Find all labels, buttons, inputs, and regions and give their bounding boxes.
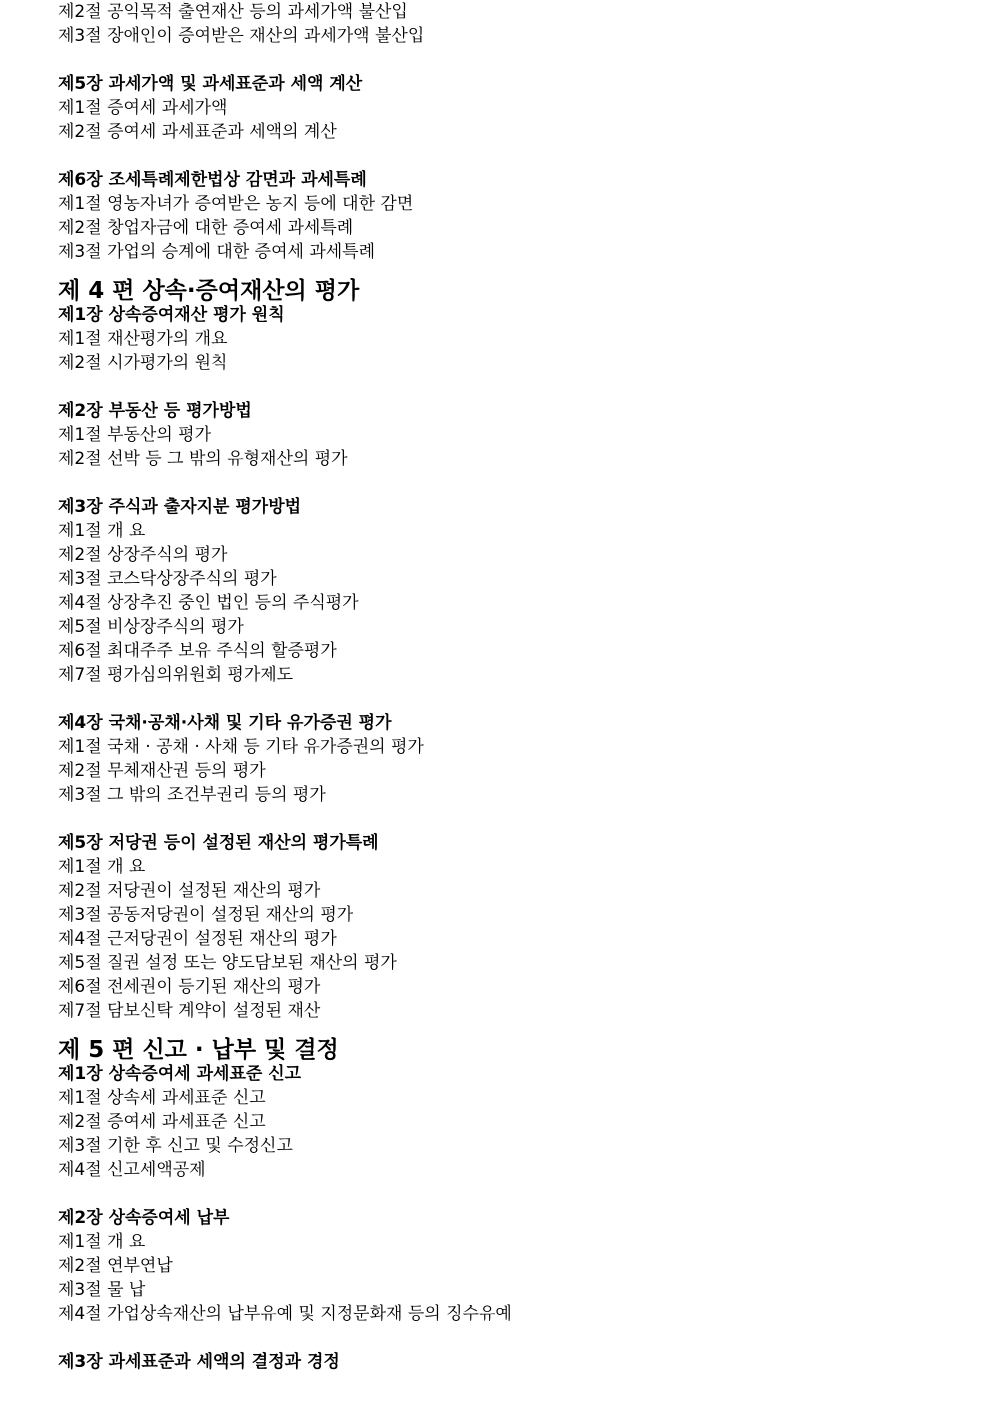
- toc-section-line: 제3절 코스닥상장주식의 평가: [58, 569, 277, 589]
- toc-section-line: 제1절 영농자녀가 증여받은 농지 등에 대한 감면: [58, 194, 414, 214]
- toc-chapter-heading: 제2장 상속증여세 납부: [58, 1208, 230, 1228]
- toc-section-line: 제1절 개 요: [58, 857, 146, 877]
- toc-chapter-heading: 제6장 조세특례제한법상 감면과 과세특례: [58, 170, 367, 190]
- toc-section-line: 제2절 시가평가의 원칙: [58, 353, 228, 373]
- toc-section-line: 제3절 공동저당권이 설정된 재산의 평가: [58, 905, 354, 925]
- toc-part-heading: 제 5 편 신고 · 납부 및 결정: [58, 1037, 339, 1063]
- toc-section-line: 제2절 증여세 과세표준과 세액의 계산: [58, 122, 337, 142]
- toc-section-line: 제2절 공익목적 출연재산 등의 과세가액 불산입: [58, 2, 408, 22]
- toc-chapter-heading: 제2장 부동산 등 평가방법: [58, 401, 252, 421]
- toc-chapter-heading: 제5장 과세가액 및 과세표준과 세액 계산: [58, 74, 363, 94]
- toc-spacer: [58, 807, 958, 831]
- toc-chapter-heading: 제1장 상속증여세 과세표준 신고: [58, 1064, 302, 1084]
- toc-section-line: 제1절 상속세 과세표준 신고: [58, 1088, 266, 1108]
- toc-section-line: 제3절 가업의 승계에 대한 증여세 과세특례: [58, 242, 376, 262]
- toc-section-line: 제2절 연부연납: [58, 1256, 173, 1276]
- toc-section-line: 제7절 담보신탁 계약이 설정된 재산: [58, 1001, 321, 1021]
- toc-chapter-heading: 제3장 주식과 출자지분 평가방법: [58, 497, 302, 517]
- toc-section-line: 제3절 그 밖의 조건부권리 등의 평가: [58, 785, 326, 805]
- toc-section-line: 제1절 부동산의 평가: [58, 425, 211, 445]
- toc-section-line: 제4절 신고세액공제: [58, 1160, 206, 1180]
- toc-section-line: 제1절 증여세 과세가액: [58, 98, 228, 118]
- toc-section-line: 제2절 저당권이 설정된 재산의 평가: [58, 881, 321, 901]
- table-of-contents: [58, 0, 958, 1374]
- toc-section-line: 제5절 비상장주식의 평가: [58, 617, 244, 637]
- toc-chapter-heading: 제4장 국채·공채·사채 및 기타 유가증권 평가: [58, 713, 392, 733]
- toc-section-line: 제2절 증여세 과세표준 신고: [58, 1112, 266, 1132]
- toc-spacer: [58, 471, 958, 495]
- toc-spacer: [58, 1326, 958, 1350]
- toc-chapter-heading: 제5장 저당권 등이 설정된 재산의 평가특례: [58, 833, 379, 853]
- toc-spacer: [58, 48, 958, 72]
- toc-section-line: 제6절 최대주주 보유 주식의 할증평가: [58, 641, 337, 661]
- toc-section-line: 제7절 평가심의위원회 평가제도: [58, 665, 294, 685]
- toc-section-line: 제3절 기한 후 신고 및 수정신고: [58, 1136, 293, 1156]
- toc-section-line: 제1절 재산평가의 개요: [58, 329, 228, 349]
- toc-section-line: 제6절 전세권이 등기된 재산의 평가: [58, 977, 321, 997]
- toc-section-line: 제1절 국채 · 공채 · 사채 등 기타 유가증권의 평가: [58, 737, 424, 757]
- toc-section-line: 제1절 개 요: [58, 521, 146, 541]
- toc-section-line: 제3절 물 납: [58, 1280, 146, 1300]
- toc-spacer: [58, 144, 958, 168]
- toc-section-line: 제1절 개 요: [58, 1232, 146, 1252]
- toc-part-heading: 제 4 편 상속·증여재산의 평가: [58, 278, 360, 304]
- toc-section-line: 제2절 무체재산권 등의 평가: [58, 761, 266, 781]
- toc-section-line: 제3절 장애인이 증여받은 재산의 과세가액 불산입: [58, 26, 425, 46]
- toc-section-line: 제4절 가업상속재산의 납부유예 및 지정문화재 등의 징수유예: [58, 1304, 512, 1324]
- toc-spacer: [58, 375, 958, 399]
- toc-section-line: 제5절 질권 설정 또는 양도담보된 재산의 평가: [58, 953, 397, 973]
- toc-section-line: 제4절 근저당권이 설정된 재산의 평가: [58, 929, 337, 949]
- toc-section-line: 제4절 상장추진 중인 법인 등의 주식평가: [58, 593, 359, 613]
- toc-section-line: 제2절 선박 등 그 밖의 유형재산의 평가: [58, 449, 348, 469]
- toc-section-line: 제2절 상장주식의 평가: [58, 545, 228, 565]
- toc-chapter-heading: 제3장 과세표준과 세액의 결정과 경정: [58, 1352, 340, 1372]
- toc-chapter-heading: 제1장 상속증여재산 평가 원칙: [58, 305, 285, 325]
- toc-section-line: 제2절 창업자금에 대한 증여세 과세특례: [58, 218, 354, 238]
- toc-spacer: [58, 687, 958, 711]
- toc-spacer: [58, 1182, 958, 1206]
